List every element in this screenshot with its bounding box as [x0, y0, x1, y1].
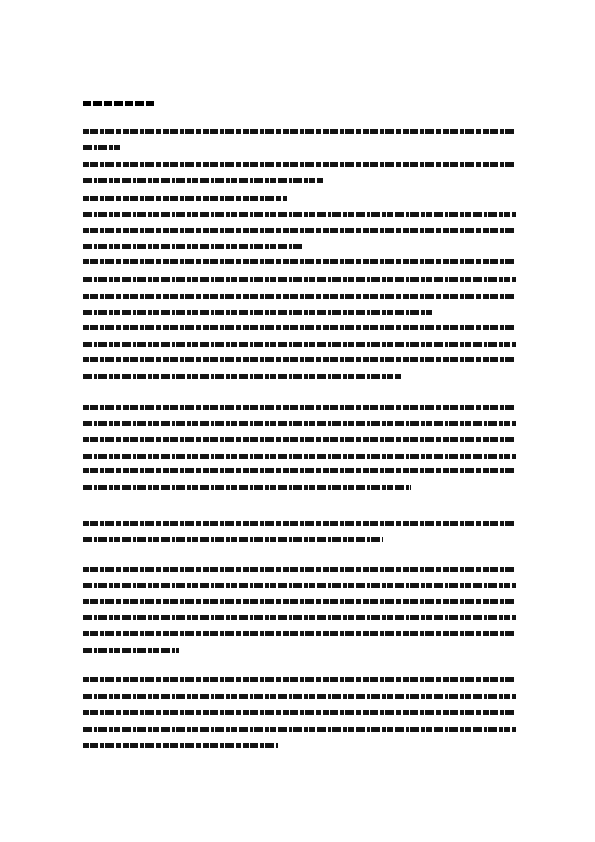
paragraph-8-line-2	[83, 583, 516, 588]
paragraph-5-line-2	[83, 342, 516, 347]
paragraph-8-line-5	[83, 631, 516, 636]
paragraph-6-line-3	[83, 437, 516, 442]
paragraph-8-line-3	[83, 599, 516, 604]
paragraph-9-line-4	[83, 727, 516, 732]
paragraph-6-line-2	[83, 421, 516, 426]
paragraph-7-line-2	[83, 537, 383, 542]
paragraph-9-line-2	[83, 694, 516, 699]
paragraph-8-line-1	[83, 567, 516, 572]
paragraph-5-line-1	[83, 325, 516, 330]
paragraph-4-line-2	[83, 277, 516, 282]
document-heading	[83, 101, 154, 106]
paragraph-9-line-3	[83, 710, 516, 715]
paragraph-6-line-1	[83, 405, 516, 410]
paragraph-4-line-4	[83, 310, 433, 315]
paragraph-7-line-1	[83, 521, 516, 526]
paragraph-8-line-4	[83, 615, 516, 620]
paragraph-1-line-1	[83, 129, 516, 134]
paragraph-2-line-1	[83, 162, 516, 167]
paragraph-5-line-3	[83, 357, 516, 362]
paragraph-2-line-2	[83, 178, 323, 183]
paragraph-8-line-6	[83, 648, 179, 653]
paragraph-1-line-2	[83, 145, 121, 150]
paragraph-3-line-2	[83, 228, 516, 233]
paragraph-9-line-1	[83, 677, 516, 682]
paragraph-6-line-4	[83, 454, 516, 459]
paragraph-3-line-1	[83, 212, 516, 217]
paragraph-5-line-4	[83, 374, 401, 379]
paragraph-4-line-3	[83, 294, 516, 299]
paragraph-6-line-5	[83, 468, 516, 473]
paragraph-2-line-3	[83, 196, 287, 201]
paragraph-4-line-1	[83, 259, 516, 264]
paragraph-9-line-5	[83, 743, 278, 748]
paragraph-3-line-3	[83, 244, 303, 249]
paragraph-6-line-6	[83, 485, 411, 490]
